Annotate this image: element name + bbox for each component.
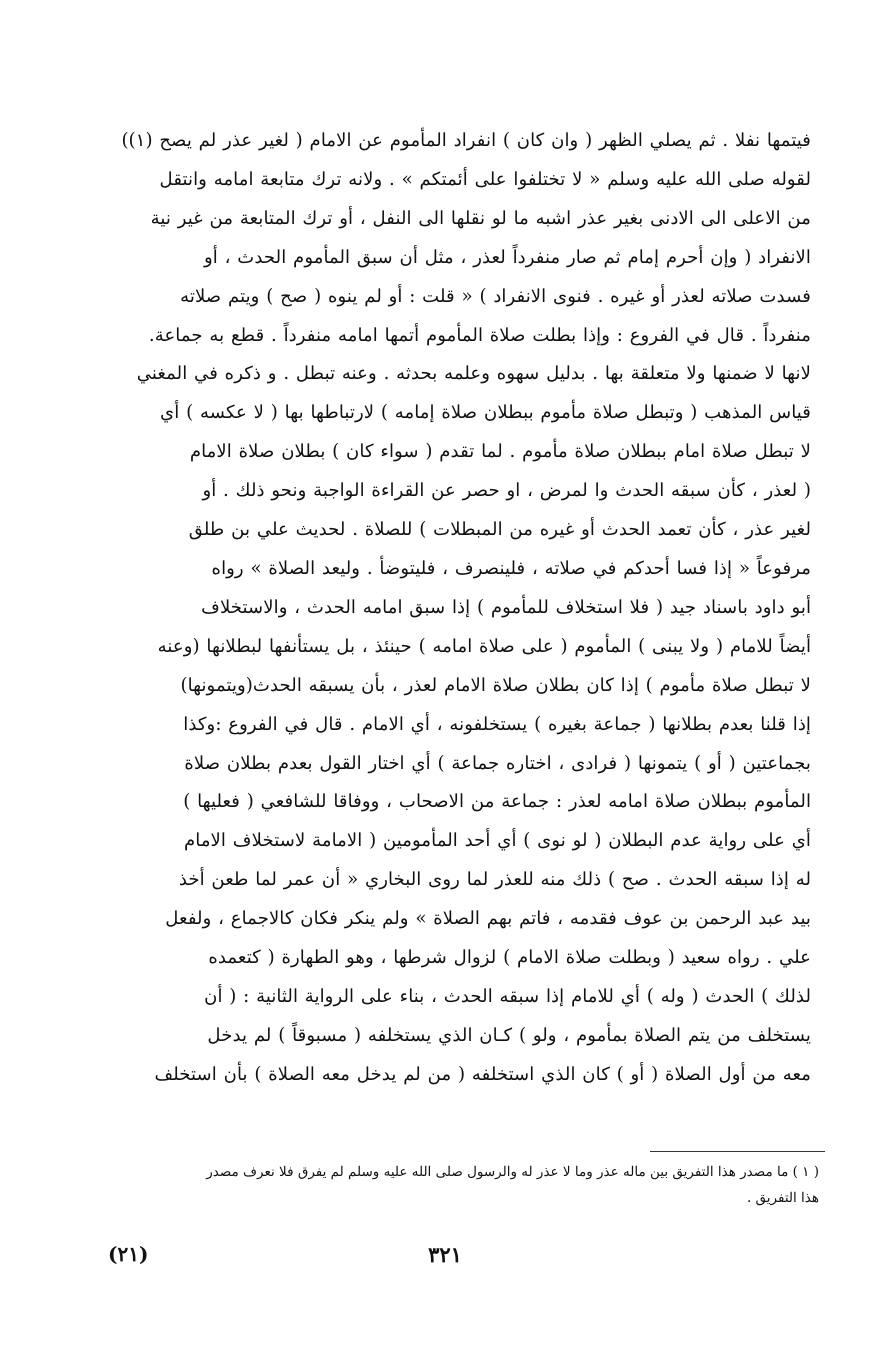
text-line: بجماعتين ( أو ) يتمونها ( فرادى ، اختاره جماعة ) أي اختار القول بعدم بطلان صلاة bbox=[184, 752, 811, 774]
text-line: مرفوعاً « إذا فسا أحدكم في صلاته ، فلينصرف ، فليتوضأ . وليعد الصلاة » رواه bbox=[211, 557, 811, 579]
footnote-divider bbox=[650, 1151, 825, 1152]
text-line: المأموم ببطلان صلاة امامه لعذر : جماعة من الاصحاب ، ووفاقا للشافعي ( فعليها ) bbox=[183, 791, 811, 813]
text-line: الانفراد ( وإن أحرم إمام ثم صار منفرداً لعذر ، مثل أن سبق المأموم الحدث ، أو bbox=[204, 246, 811, 268]
signature-mark: (٢١) bbox=[108, 1242, 149, 1266]
text-line: يستخلف من يتم الصلاة بمأموم ، ولو ) كـان الذي يستخلفه ( مسبوقاً ) لم يدخل bbox=[207, 1024, 811, 1046]
text-line: بيد عبد الرحمن بن عوف فقدمه ، فاتم بهم الصلاة » ولم ينكر فكان كالاجماع ، ولفعل bbox=[165, 908, 811, 930]
text-line: منفرداً . قال في الفروع : وإذا بطلت صلاة المأموم أتمها امامه منفرداً . قطع به جماعة. bbox=[148, 324, 811, 346]
text-line: قياس المذهب ( وتبطل صلاة مأموم ببطلان صلاة إمامه ) لارتباطها بها ( لا عكسه ) أي bbox=[160, 402, 811, 424]
footnote-line: ( ١ ) ما مصدر هذا التفريق بين ماله عذر وما لا عذر له والرسول صلى الله عليه وسلم لم يفرق فلا نعرف مصدر bbox=[206, 1164, 819, 1180]
footnote bbox=[86, 1159, 819, 1211]
text-line: أي على رواية عدم البطلان ( لو نوى ) أي أحد المأمومين ( الامامة لاستخلاف الامام bbox=[184, 830, 811, 852]
text-line: أيضاً للامام ( ولا يبنى ) المأموم ( على صلاة امامه ) حينئذ ، بل يستأنفها لبطلانها (وعنه bbox=[157, 635, 811, 657]
text-line: إذا قلنا بعدم بطلانها ( جماعة بغيره ) يستخلفونه ، أي الامام . قال في الفروع :وكذا bbox=[183, 713, 811, 735]
text-line: لانها لا ضمنها ولا متعلقة بها . بدليل سهوه وعلمه بحدثه . وعنه تبطل . و ذكره في المغني bbox=[136, 363, 811, 385]
main-text bbox=[86, 122, 811, 1095]
text-line: لا تبطل صلاة امام ببطلان صلاة مأموم . لما تقدم ( سواء كان ) بطلان صلاة الامام bbox=[189, 441, 811, 463]
text-line: فسدت صلاته لعذر أو غيره . فنوى الانفراد ) « قلت : أو لم ينوه ( صح ) ويتم صلاته bbox=[180, 285, 811, 307]
text-line: علي . رواه سعيد ( وبطلت صلاة الامام ) لزوال شرطها ، وهو الطهارة ( كتعمده bbox=[208, 947, 811, 969]
text-line: معه من أول الصلاة ( أو ) كان الذي استخلفه ( من لم يدخل معه الصلاة ) بأن استخلف bbox=[154, 1063, 811, 1085]
text-line: لذلك ) الحدث ( وله ) أي للامام إذا سبقه الحدث ، بناء على الرواية الثانية : ( أن bbox=[204, 985, 811, 1007]
page-number: ٣٢١ bbox=[428, 1242, 462, 1267]
text-line: ( لعذر ، كأن سبقه الحدث وا لمرض ، او حصر عن القراءة الواجبة ونحو ذلك . أو bbox=[202, 480, 811, 502]
text-line: فيتمها نفلا . ثم يصلي الظهر ( وان كان ) انفراد المأموم عن الامام ( لغير عذر لم يصح (١)) bbox=[121, 130, 811, 151]
text-line: لا تبطل صلاة مأموم ) إذا كان بطلان صلاة الامام لعذر ، بأن يسبقه الحدث(ويتمونها) bbox=[180, 674, 811, 696]
text-line: من الاعلى الى الادنى بغير عذر اشبه ما لو نقلها الى النفل ، أو ترك المتابعة من غير نية bbox=[150, 207, 811, 229]
text-line: لغير عذر ، كأن تعمد الحدث أو غيره من المبطلات ) للصلاة . لحديث علي بن طلق bbox=[188, 519, 811, 541]
text-line: له إذا سبقه الحدث . صح ) ذلك منه للعذر لما روى البخاري « أن عمر لما طعن أخذ bbox=[178, 869, 811, 891]
text-line: لقوله صلى الله عليه وسلم « لا تختلفوا على أئمتكم » . ولانه ترك متابعة امامه وانتقل bbox=[159, 168, 811, 190]
text-line: أبو داود باسناد جيد ( فلا استخلاف للمأموم ) إذا سبق امامه الحدث ، والاستخلاف bbox=[201, 596, 811, 618]
footnote-line: هذا التفريق . bbox=[746, 1190, 819, 1206]
